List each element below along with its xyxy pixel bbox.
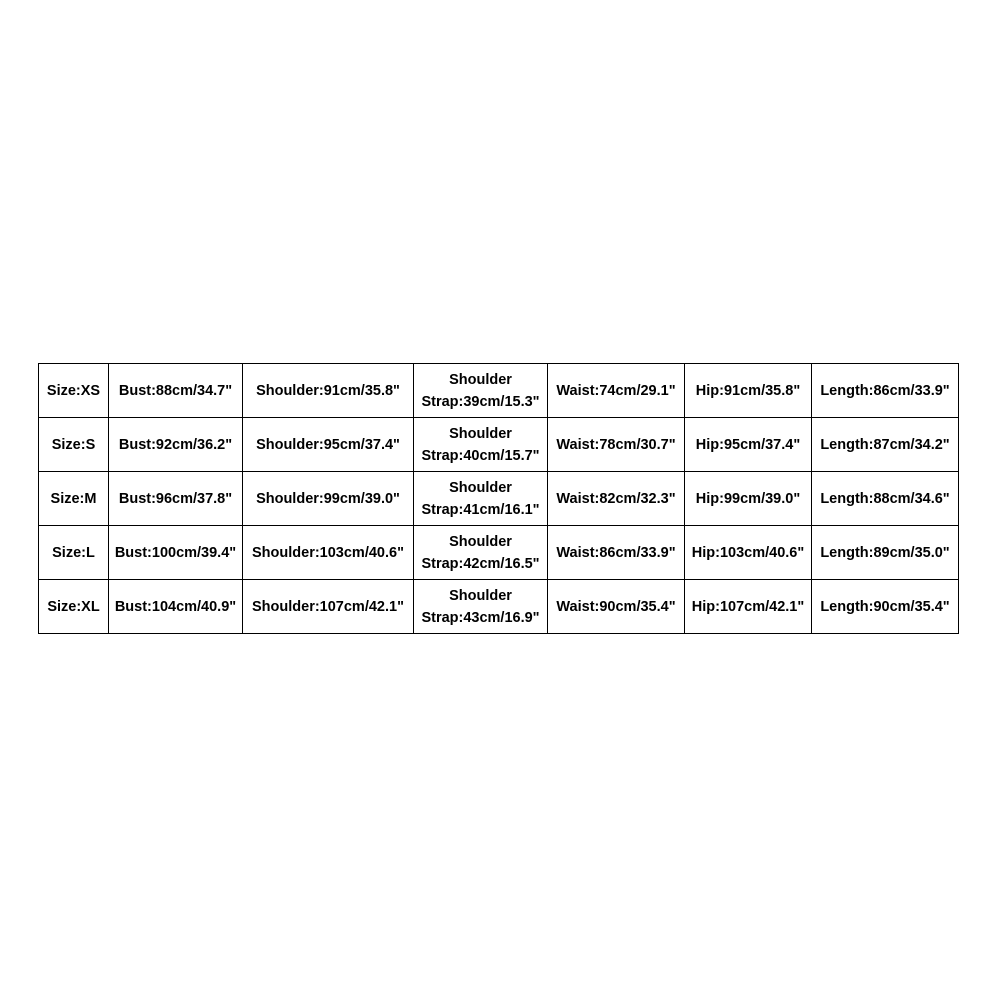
size-cell: Size:XL (39, 580, 109, 634)
hip-cell: Hip:107cm/42.1" (685, 580, 812, 634)
shoulder-strap-text-line: Shoulder (449, 371, 512, 388)
size-row (39, 418, 959, 472)
bust-cell: Bust:92cm/36.2" (109, 418, 243, 472)
shoulder-strap-text-line: Strap:43cm/16.9" (421, 609, 540, 626)
size-cell: Size:XS (39, 364, 109, 418)
waist-cell: Waist:82cm/32.3" (548, 472, 685, 526)
size-row (39, 364, 959, 418)
waist-cell: Waist:78cm/30.7" (548, 418, 685, 472)
bust-cell: Bust:96cm/37.8" (109, 472, 243, 526)
size-row (39, 472, 959, 526)
size-row (39, 580, 959, 634)
shoulder-cell: Shoulder:95cm/37.4" (243, 418, 414, 472)
length-cell: Length:89cm/35.0" (812, 526, 959, 580)
shoulder-strap-cell (414, 526, 548, 580)
shoulder-cell: Shoulder:107cm/42.1" (243, 580, 414, 634)
length-cell: Length:88cm/34.6" (812, 472, 959, 526)
bust-cell: Bust:104cm/40.9" (109, 580, 243, 634)
length-cell: Length:86cm/33.9" (812, 364, 959, 418)
shoulder-cell: Shoulder:103cm/40.6" (243, 526, 414, 580)
hip-cell: Hip:91cm/35.8" (685, 364, 812, 418)
waist-cell: Waist:90cm/35.4" (548, 580, 685, 634)
bust-cell: Bust:100cm/39.4" (109, 526, 243, 580)
size-row (39, 526, 959, 580)
shoulder-cell: Shoulder:91cm/35.8" (243, 364, 414, 418)
shoulder-cell: Shoulder:99cm/39.0" (243, 472, 414, 526)
shoulder-strap-cell (414, 580, 548, 634)
shoulder-strap-text-line: Shoulder (449, 533, 512, 550)
size-chart-table (38, 363, 959, 634)
hip-cell: Hip:99cm/39.0" (685, 472, 812, 526)
shoulder-strap-cell (414, 364, 548, 418)
length-cell: Length:87cm/34.2" (812, 418, 959, 472)
size-cell: Size:S (39, 418, 109, 472)
shoulder-strap-text-line: Strap:40cm/15.7" (421, 447, 540, 464)
shoulder-strap-text-line: Strap:42cm/16.5" (421, 555, 540, 572)
waist-cell: Waist:74cm/29.1" (548, 364, 685, 418)
shoulder-strap-text-line: Strap:41cm/16.1" (421, 501, 540, 518)
hip-cell: Hip:95cm/37.4" (685, 418, 812, 472)
size-cell: Size:M (39, 472, 109, 526)
size-cell: Size:L (39, 526, 109, 580)
shoulder-strap-cell (414, 472, 548, 526)
length-cell: Length:90cm/35.4" (812, 580, 959, 634)
size-chart-rows (39, 364, 959, 634)
shoulder-strap-text-line: Shoulder (449, 479, 512, 496)
shoulder-strap-text-line: Shoulder (449, 587, 512, 604)
shoulder-strap-cell (414, 418, 548, 472)
shoulder-strap-text-line: Strap:39cm/15.3" (421, 393, 540, 410)
hip-cell: Hip:103cm/40.6" (685, 526, 812, 580)
shoulder-strap-text-line: Shoulder (449, 425, 512, 442)
waist-cell: Waist:86cm/33.9" (548, 526, 685, 580)
bust-cell: Bust:88cm/34.7" (109, 364, 243, 418)
